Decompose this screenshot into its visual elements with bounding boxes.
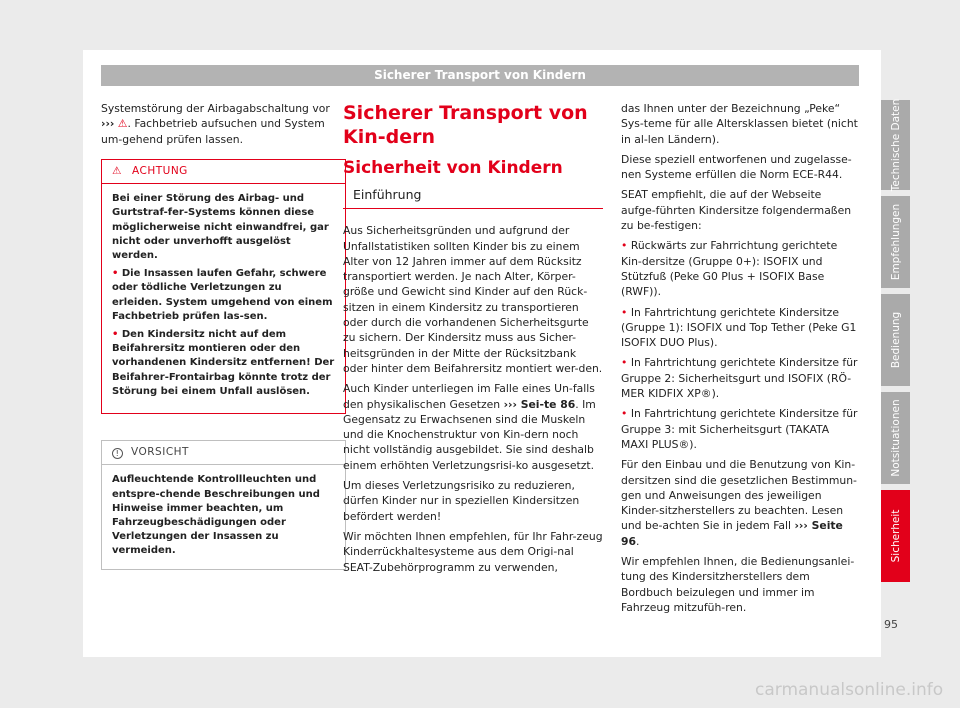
page-reference-link[interactable]: ››› Seite 96 xyxy=(621,519,843,548)
paragraph: SEAT empfiehlt, die auf der Webseite aufge-führten Kindersitze folgendermaßen zu be-festigen: xyxy=(621,188,852,233)
chapter-title: Sicherer Transport von Kin-dern xyxy=(343,102,588,148)
info-circle-icon: ! xyxy=(112,448,123,459)
caution-header: ! VORSICHT xyxy=(102,441,345,465)
paragraph: Auch Kinder unterliegen im Falle eines Un-falls den physikalischen Gesetzen ››› Sei-te 86. Im Gegensatz zu Erwachsenen sind die Muskeln und die Knochenstruktur von Kin-dern noch nicht vollständig ausgebildet. Sie sind deshalb einem erhöhten Verletzungsrisi-ko ausgesetzt. xyxy=(343,382,596,472)
bullet-icon: • xyxy=(621,239,631,253)
bullet-icon: • xyxy=(621,305,631,319)
bullet-icon: • xyxy=(112,329,122,341)
page-header: Sicherer Transport von Kindern xyxy=(101,65,859,86)
bullet-icon: • xyxy=(621,407,631,421)
list-item: • In Fahrtrichtung gerichtete Kindersitze für Gruppe 2: Sicherheitsgurt und ISOFIX (RÖ-MER KIDFIX XP®). xyxy=(621,356,858,401)
warning-triangle-icon: ⚠ xyxy=(112,164,122,177)
intro-text: Systemstörung der Airbagabschaltung vor ››› ⚠. Fachbetrieb aufsuchen und System um-gehend prüfen lassen. xyxy=(101,102,330,146)
paragraph: das Ihnen unter der Bezeichnung „Peke“ Sys-teme für alle Altersklassen bietet (nicht in al-len Ländern). xyxy=(621,102,858,146)
subsection-title: Einführung xyxy=(343,187,603,209)
tab-bedienung[interactable]: Bedienung xyxy=(881,294,910,386)
section-title: Sicherheit von Kindern xyxy=(343,158,563,178)
list-item: • Rückwärts zur Fahrrichtung gerichtete Kin-dersitze (Gruppe 0+): ISOFIX und Stützfuß (Peke G0 Plus + ISOFIX Base (RWF)). xyxy=(621,239,838,299)
cross-ref-arrows: ››› xyxy=(101,117,115,131)
list-item: • Den Kindersitz nicht auf dem Beifahrersitz montieren oder den vorhandenen Kindersitz entfernen! Der Beifahrer-Frontairbag könnte trotz der Störung bei einem Unfall auslösen. xyxy=(112,329,335,397)
paragraph: Für den Einbau und die Benutzung von Kin-dersitzen sind die gesetzlichen Bestimmun-gen und Anweisungen des jeweiligen Kinder-sitzherstellers zu beachten. Lesen und be-achten Sie in jedem Fall ››› Seite 96. xyxy=(621,458,857,548)
page-reference-link[interactable]: ››› Sei-te 86 xyxy=(503,397,576,411)
warning-triangle-icon: ⚠ xyxy=(117,117,128,131)
column-left xyxy=(101,101,346,570)
caution-box xyxy=(101,440,346,570)
tab-technische-daten[interactable]: Technische Daten xyxy=(881,100,910,190)
page-number: 95 xyxy=(884,618,898,631)
paragraph: Diese speziell entworfenen und zugelasse-nen Systeme erfüllen die Norm ECE-R44. xyxy=(621,152,852,182)
tab-empfehlungen[interactable]: Empfehlungen xyxy=(881,196,910,288)
warning-body: Bei einer Störung des Airbag- und Gurtstraf-fer-Systems können diese möglicherweise nicht einwandfrei, gar nicht oder unverhofft ausgelöst werden. • Die Insassen laufen Gefahr, schwere oder tödliche Verletzungen zu erleiden. System umgehend von einem Fachbetrieb prüfen las-sen. • Den Kindersitz nicht auf dem Beifahrersitz montieren oder den vorhandenen Kindersitz entfernen! Der Beifahrer-Frontairbag könnte trotz der Störung bei einem Unfall auslösen. xyxy=(102,184,345,413)
paragraph: Wir empfehlen Ihnen, die Bedienungsanlei-tung des Kindersitzherstellers dem Bordbuch beizulegen und immer im Fahrzeug mitzufüh-ren. xyxy=(621,555,855,614)
paragraph: Aus Sicherheitsgründen und aufgrund der Unfallstatistiken sollten Kinder bis zu einem Alter von 12 Jahren immer auf dem Rücksitz transportiert werden. Je nach Alter, Körper-größe und Gewicht sind Kinder auf den Rück-sitzen in einem Kindersitz zu transportieren oder durch die vorhandenen Sicherheitsgurte zu sichern. Der Kindersitz muss aus Sicher-heitsgründen in der Mitte der Rücksitzbank oder hinter dem Beifahrersitz montiert wer-den. xyxy=(343,224,603,375)
paragraph: Wir möchten Ihnen empfehlen, für Ihr Fahr-zeug Kinderrückhaltesysteme aus dem Origi-nal SEAT-Zubehörprogramm zu verwenden, xyxy=(343,529,603,574)
caution-body: Aufleuchtende Kontrollleuchten und entspre-chende Beschreibungen und Hinweise immer beachten, um Fahrzeugbeschädigungen oder Verletzungen der Insassen zu vermeiden. xyxy=(112,474,320,557)
list-item: • Die Insassen laufen Gefahr, schwere oder tödliche Verletzungen zu erleiden. System umgehend von einem Fachbetrieb prüfen las-sen. xyxy=(112,268,333,322)
list-item: • In Fahrtrichtung gerichtete Kindersitze für Gruppe 3: mit Sicherheitsgurt (TAKATA MAXI PLUS®). xyxy=(621,407,858,451)
column-middle xyxy=(343,101,603,580)
bullet-icon: • xyxy=(621,356,631,370)
paragraph: Um dieses Verletzungsrisiko zu reduzieren, dürfen Kinder nur in speziellen Kindersitzen befördert werden! xyxy=(343,479,580,523)
warning-header: ⚠ ACHTUNG xyxy=(102,160,345,184)
tab-sicherheit[interactable]: Sicherheit xyxy=(881,490,910,582)
column-right xyxy=(621,101,859,620)
warning-box xyxy=(101,159,346,414)
watermark: carmanualsonline.info xyxy=(755,680,944,700)
bullet-icon: • xyxy=(112,268,122,280)
list-item: • In Fahrtrichtung gerichtete Kindersitze (Gruppe 1): ISOFIX und Top Tether (Peke G1 ISOFIX DUO Plus). xyxy=(621,305,857,350)
tab-notsituationen[interactable]: Notsituationen xyxy=(881,392,910,484)
